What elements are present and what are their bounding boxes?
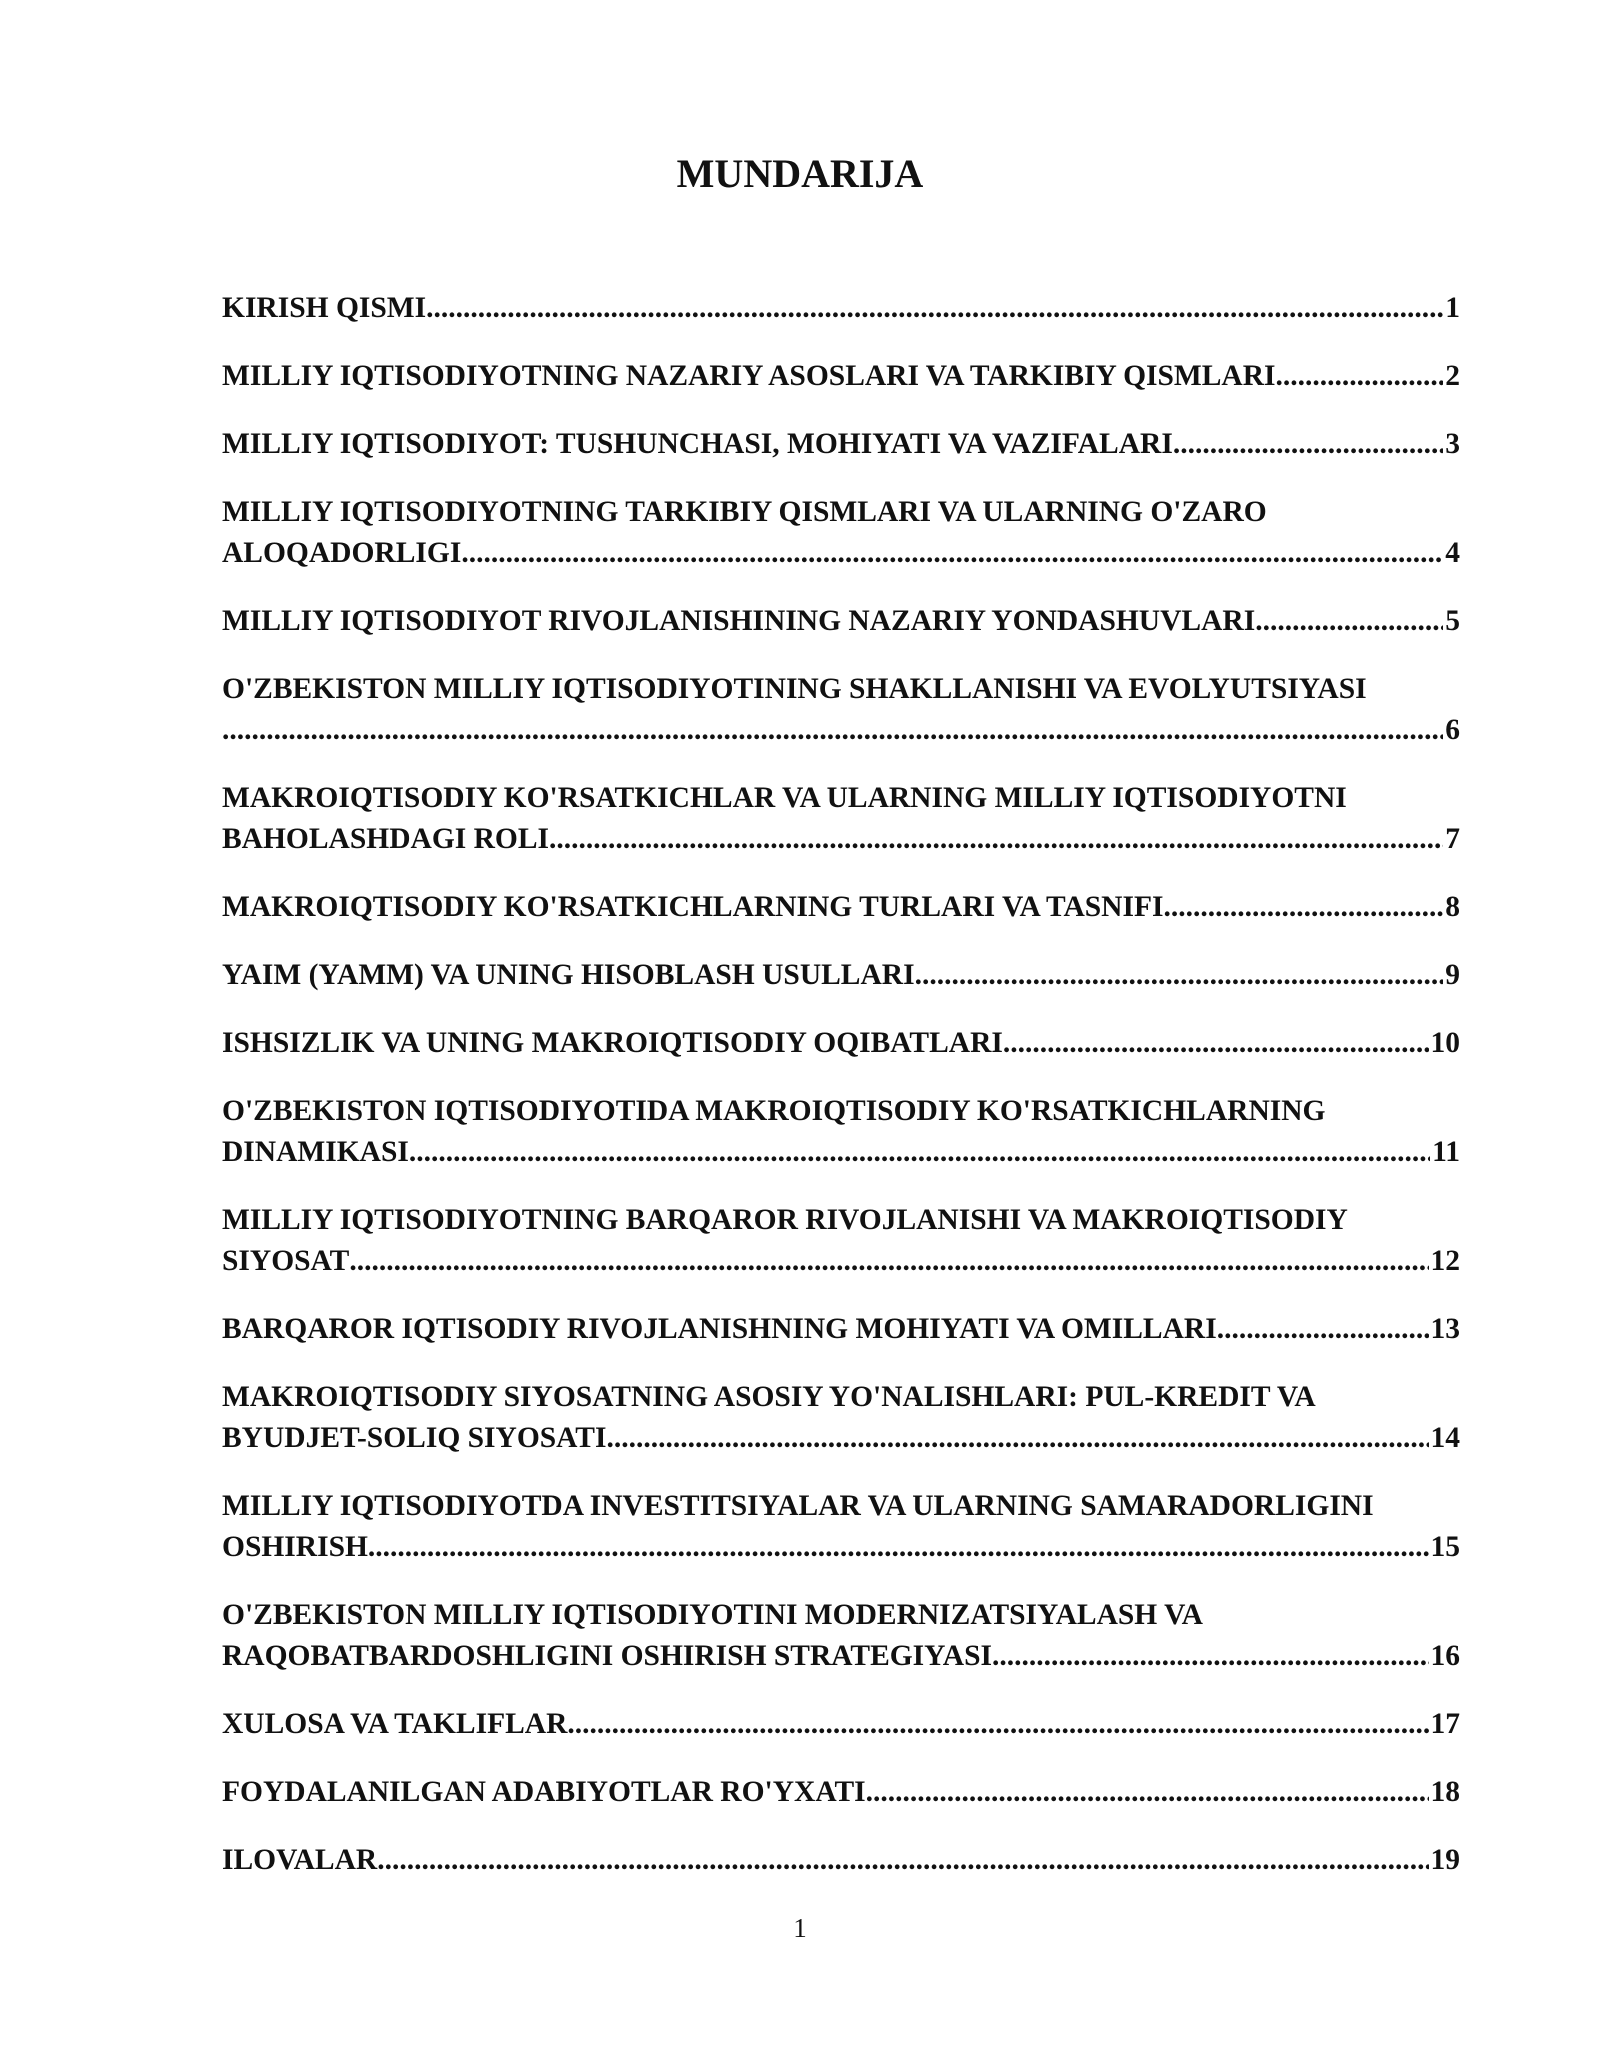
toc-entry-title-line: MILLIY IQTISODIYOT RIVOJLANISHINING NAZARIY YONDASHUVLARI <box>222 605 1256 637</box>
toc-page-number: 9 <box>1445 959 1460 991</box>
dot-leader <box>1003 1023 1429 1064</box>
toc-entry[interactable] <box>222 1772 1460 1813</box>
toc-entry-title-line: MILLIY IQTISODIYOTNING NAZARIY ASOSLARI VA TARKIBIY QISMLARI <box>222 360 1276 392</box>
toc-entry-title-line: ALOQADORLIGI <box>222 537 462 569</box>
toc-page-number: 6 <box>1445 714 1460 746</box>
toc-page-number: 16 <box>1430 1640 1460 1672</box>
toc-entry-title-line: DINAMIKASI <box>222 1136 409 1168</box>
toc-entry-title-line: SIYOSAT <box>222 1245 350 1277</box>
dot-leader <box>368 1527 1429 1568</box>
toc-entry-leader-line <box>222 819 1460 860</box>
toc-entry-title-line: YAIM (YAMM) VA UNING HISOBLASH USULLARI <box>222 959 915 991</box>
toc-entry-leader-line <box>222 1309 1460 1350</box>
page-title: MUNDARIJA <box>676 151 924 196</box>
toc-page-number: 10 <box>1430 1027 1460 1059</box>
toc-entry[interactable] <box>222 288 1460 329</box>
toc-entry-title-line: O'ZBEKISTON IQTISODIYOTIDA MAKROIQTISODIY KO'RSATKICHLARNING <box>222 1095 1326 1127</box>
toc-entry-title-line: MILLIY IQTISODIYOT: TUSHUNCHASI, MOHIYATI VA VAZIFALARI <box>222 428 1173 460</box>
toc-entry[interactable] <box>222 1091 1460 1173</box>
toc-entry[interactable] <box>222 1200 1460 1282</box>
toc-page-number: 13 <box>1430 1313 1460 1345</box>
dot-leader <box>426 288 1443 329</box>
toc-entry-leader-line <box>222 288 1460 329</box>
toc-entry-title-line: O'ZBEKISTON MILLIY IQTISODIYOTINI MODERNIZATSIYALASH VA <box>222 1599 1203 1631</box>
toc-entry-title-line: MILLIY IQTISODIYOTDA INVESTITSIYALAR VA ULARNING SAMARADORLIGINI <box>222 1490 1374 1522</box>
toc-entry-leader-line <box>222 356 1460 397</box>
toc-page-number: 17 <box>1430 1708 1460 1740</box>
dot-leader <box>1255 601 1443 642</box>
toc-entry-leader-line <box>222 1772 1460 1813</box>
toc-entry-leader-line <box>222 1704 1460 1745</box>
dot-leader <box>866 1772 1429 1813</box>
toc-entry-leader-line <box>222 533 1460 574</box>
toc-page-number: 18 <box>1430 1776 1460 1808</box>
toc-entry-title-line: XULOSA VA TAKLIFLAR <box>222 1708 568 1740</box>
toc-page-number: 5 <box>1445 605 1460 637</box>
dot-leader <box>222 710 1443 751</box>
toc-entry-title-line: O'ZBEKISTON MILLIY IQTISODIYOTINING SHAKLLANISHI VA EVOLYUTSIYASI <box>222 673 1367 705</box>
toc-page-number: 3 <box>1445 428 1460 460</box>
toc-entry[interactable] <box>222 887 1460 928</box>
toc-page-number: 7 <box>1445 823 1460 855</box>
toc-entry-leader-line <box>222 1527 1460 1568</box>
toc-entry[interactable] <box>222 1704 1460 1745</box>
toc-entry-leader-line <box>222 1840 1460 1881</box>
toc-entry-leader-line <box>222 1241 1460 1282</box>
toc-entry[interactable] <box>222 669 1460 751</box>
dot-leader <box>1163 887 1443 928</box>
toc-entry-title-line: BYUDJET-SOLIQ SIYOSATI <box>222 1422 607 1454</box>
toc-entry[interactable] <box>222 1023 1460 1064</box>
toc-entry[interactable] <box>222 492 1460 574</box>
toc-entry[interactable] <box>222 1840 1460 1881</box>
toc-entry-leader-line <box>222 601 1460 642</box>
toc-entry[interactable] <box>222 1486 1460 1568</box>
toc-entry[interactable] <box>222 424 1460 465</box>
toc-entry-leader-line <box>222 710 1460 751</box>
dot-leader <box>915 955 1444 996</box>
toc-entry-title-line: FOYDALANILGAN ADABIYOTLAR RO'YXATI <box>222 1776 866 1808</box>
toc-entry-title-line: MAKROIQTISODIY KO'RSATKICHLAR VA ULARNING MILLIY IQTISODIYOTNI <box>222 782 1347 814</box>
toc-page-number: 14 <box>1430 1422 1460 1454</box>
toc-entry-title-line: OSHIRISH <box>222 1531 368 1563</box>
toc-entry-title-line: ISHSIZLIK VA UNING MAKROIQTISODIY OQIBATLARI <box>222 1027 1003 1059</box>
toc-entry-title-line: MILLIY IQTISODIYOTNING TARKIBIY QISMLARI VA ULARNING O'ZARO <box>222 496 1267 528</box>
toc-entry[interactable] <box>222 1309 1460 1350</box>
toc-entry-leader-line <box>222 1023 1460 1064</box>
toc-entry-title-line: BARQAROR IQTISODIY RIVOJLANISHNING MOHIYATI VA OMILLARI <box>222 1313 1217 1345</box>
toc-entry-title-line: MAKROIQTISODIY SIYOSATNING ASOSIY YO'NALISHLARI: PUL-KREDIT VA <box>222 1381 1316 1413</box>
page-number: 1 <box>793 1913 807 1943</box>
toc-page-number: 2 <box>1445 360 1460 392</box>
toc-entry-leader-line <box>222 424 1460 465</box>
dot-leader <box>1276 356 1444 397</box>
toc-page-number: 19 <box>1430 1844 1460 1876</box>
toc-entry-title-line: KIRISH QISMI <box>222 292 427 324</box>
toc-entry-leader-line <box>222 887 1460 928</box>
toc-entry[interactable] <box>222 955 1460 996</box>
toc-entry-leader-line <box>222 1418 1460 1459</box>
toc-entry-title-line: ILOVALAR <box>222 1844 378 1876</box>
dot-leader <box>461 533 1443 574</box>
toc-entry[interactable] <box>222 1377 1460 1459</box>
toc-page-number: 1 <box>1445 292 1460 324</box>
dot-leader <box>549 819 1443 860</box>
toc-entry-leader-line <box>222 1132 1460 1173</box>
toc-entry[interactable] <box>222 601 1460 642</box>
dot-leader <box>1217 1309 1429 1350</box>
toc-page-number: 12 <box>1430 1245 1460 1277</box>
dot-leader <box>1173 424 1443 465</box>
toc-entry-title-line: MAKROIQTISODIY KO'RSATKICHLARNING TURLARI VA TASNIFI <box>222 891 1164 923</box>
toc-entry-leader-line <box>222 1636 1460 1677</box>
toc-entry-title-line: BAHOLASHDAGI ROLI <box>222 823 550 855</box>
toc-page-number: 8 <box>1445 891 1460 923</box>
toc-entry[interactable] <box>222 356 1460 397</box>
toc-page-number: 4 <box>1445 537 1460 569</box>
table-of-contents <box>222 288 1460 1908</box>
toc-entry-title-line: RAQOBATBARDOSHLIGINI OSHIRISH STRATEGIYASI <box>222 1640 992 1672</box>
toc-page-number: 11 <box>1432 1136 1460 1168</box>
dot-leader <box>606 1418 1428 1459</box>
dot-leader <box>567 1704 1428 1745</box>
dot-leader <box>992 1636 1429 1677</box>
toc-page-number: 15 <box>1430 1531 1460 1563</box>
toc-entry-title-line: MILLIY IQTISODIYOTNING BARQAROR RIVOJLANISHI VA MAKROIQTISODIY <box>222 1204 1348 1236</box>
toc-entry[interactable] <box>222 778 1460 860</box>
dot-leader <box>409 1132 1430 1173</box>
dot-leader <box>349 1241 1428 1282</box>
toc-entry[interactable] <box>222 1595 1460 1677</box>
toc-entry-leader-line <box>222 955 1460 996</box>
dot-leader <box>377 1840 1428 1881</box>
